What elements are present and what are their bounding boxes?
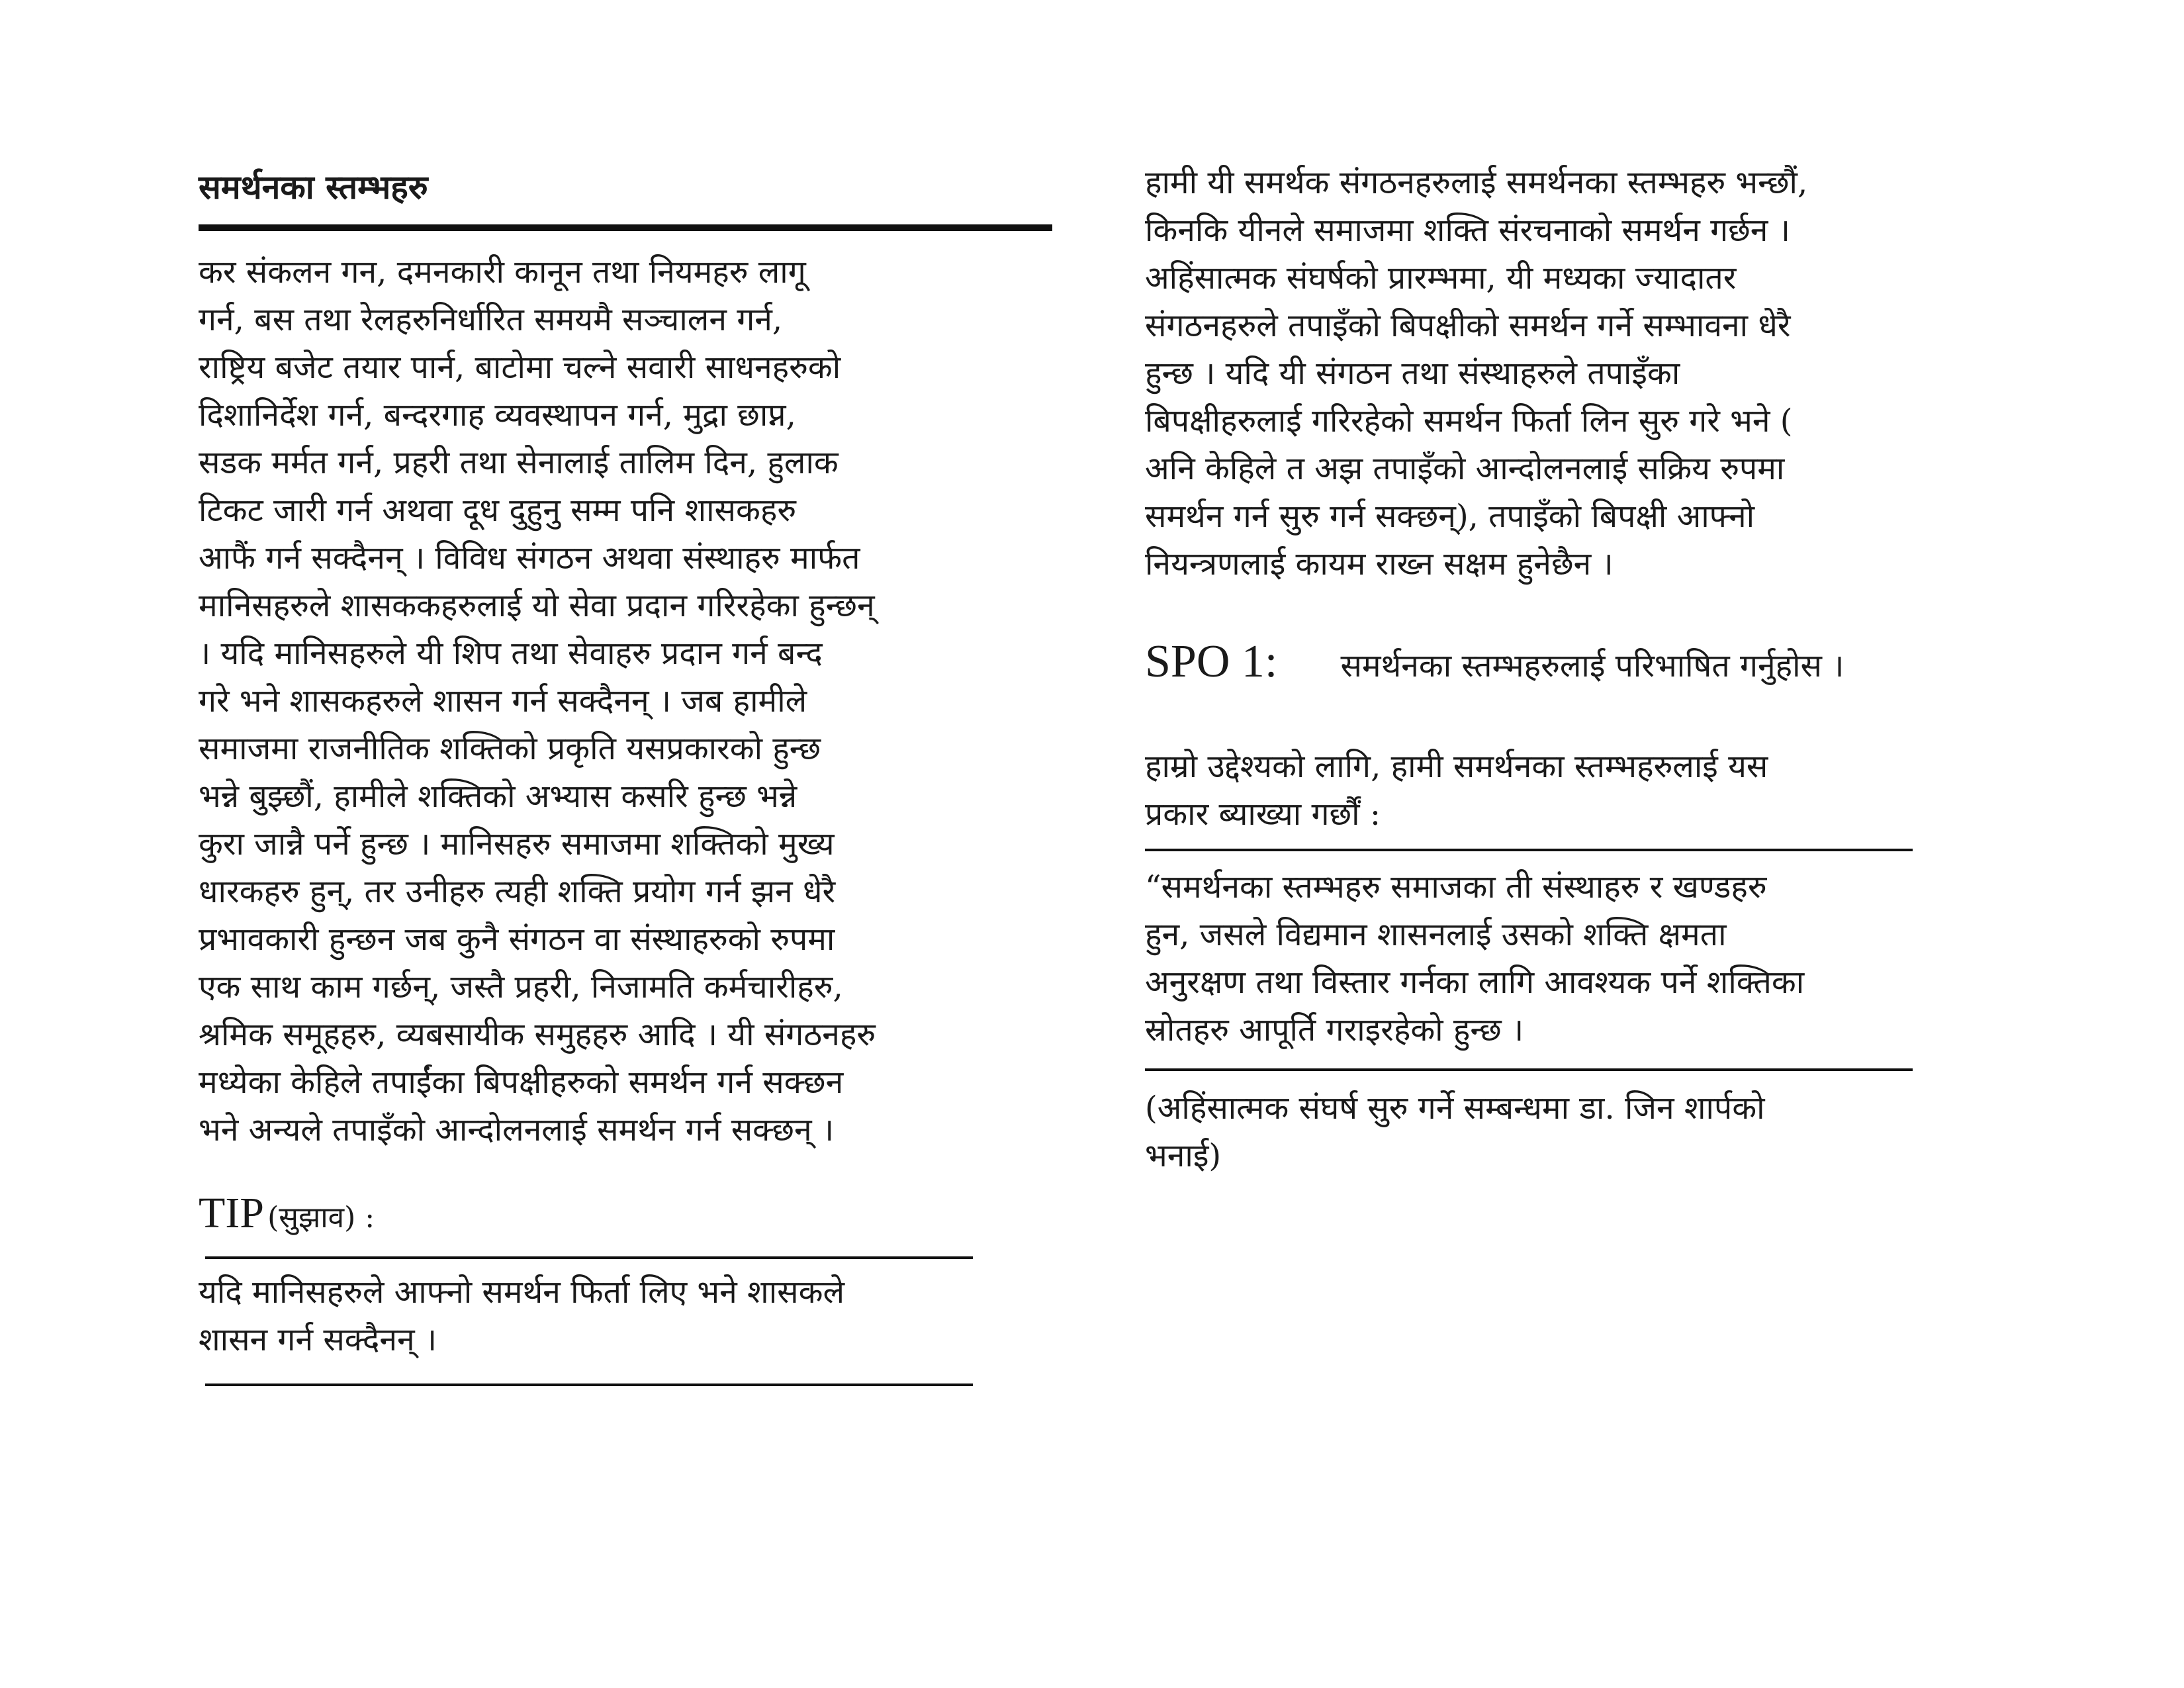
- right-paragraph: हामी यी समर्थक संगठनहरुलाई समर्थनका स्तम्भहरु भन्छौं, किनकि यीनले समाजमा शक्ति संरचनाको समर्थन गर्छन । अहिंसात्मक संघर्षको प्रारम्भमा, यी मध्यका ज्यादातर संगठनहरुले तपाइँको बिपक्षीको समर्थन गर्ने सम्भावना धेरै हुन्छ । यदि यी संगठन तथा संस्थाहरुले तपाइँका बिपक्षीहरुलाई गरिरहेको समर्थन फिर्ता लिन सुरु गरे भने ( अनि केहिले त अझ तपाइँको आन्दोलनलाई सक्रिय रुपमा समर्थन गर्न सुरु गर्न सक्छन्), तपाइँको बिपक्षी आफ्नो नियन्त्रणलाई कायम राख्न सक्षम हुनेछैन ।: [1145, 164, 1808, 583]
- tip-sublabel: (सुझाव) :: [267, 1201, 375, 1235]
- right-column: [1145, 159, 2005, 1180]
- section-heading: समर्थनका स्तम्भहरु: [199, 165, 1052, 231]
- definition-intro: हाम्रो उद्देश्यको लागि, हामी समर्थनका स्तम्भहरुलाई यस प्रकार ब्याख्या गर्छौं :: [1145, 748, 1768, 833]
- main-paragraph: कर संकलन गन, दमनकारी कानून तथा नियमहरु लागू गर्न, बस तथा रेलहरुनिर्धारित समयमै सञ्चालन गर्न, राष्ट्रिय बजेट तयार पार्न, बाटोमा चल्ने सवारी साधनहरुको दिशानिर्देश गर्न, बन्दरगाह व्यवस्थापन गर्न, मुद्रा छाप्न, सडक मर्मत गर्न, प्रहरी तथा सेनालाई तालिम दिन, हुलाक टिकट जारी गर्न अथवा दूध दुहुनु सम्म पनि शासकहरु आफैं गर्न सक्दैनन् । विविध संगठन अथवा संस्थाहरु मार्फत मानिसहरुले शासककहरुलाई यो सेवा प्रदान गरिरहेका हुन्छन् । यदि मानिसहरुले यी शिप तथा सेवाहरु प्रदान गर्न बन्द गरे भने शासकहरुले शासन गर्न सक्दैनन् । जब हामीले समाजमा राजनीतिक शक्तिको प्रकृति यसप्रकारको हुन्छ भन्ने बुझ्छौं, हामीले शक्तिको अभ्यास कसरि हुन्छ भन्ने कुरा जान्नै पर्ने हुन्छ । मानिसहरु समाजमा शक्तिको मुख्य धारकहरु हुन्, तर उनीहरु त्यही शक्ति प्रयोग गर्न झन धेरै प्रभावकारी हुन्छन जब कुनै संगठन वा संस्थाहरुको रुपमा एक साथ काम गर्छन्, जस्तै प्रहरी, निजामति कर्मचारीहरु, श्रमिक समूहहरु, व्यबसायीक समुहहरु आदि । यी संगठनहरु मध्येका केहिले तपाईंका बिपक्षीहरुको समर्थन गर्न सक्छन भने अन्यले तपाइँको आन्दोलनलाई समर्थन गर्न सक्छन् ।: [199, 254, 876, 1149]
- definition-rule-top: [1145, 849, 1913, 851]
- tip-rule-top: [205, 1256, 973, 1259]
- spo-objective: [1145, 634, 2005, 690]
- tip-text: यदि मानिसहरुले आफ्नो समर्थन फिर्ता लिए भने शासकले शासन गर्न सक्दैनन् ।: [199, 1274, 844, 1359]
- tip-rule-bottom: [205, 1383, 973, 1386]
- definition-rule-bottom: [1145, 1068, 1913, 1071]
- left-column: [199, 165, 1052, 1386]
- tip-title: [199, 1187, 1052, 1239]
- spo-text: समर्थनका स्तम्भहरुलाई परिभाषित गर्नुहोस ।: [1340, 647, 1844, 684]
- citation: (अहिंसात्मक संघर्ष सुरु गर्ने सम्बन्धमा डा. जिन शार्पको भनाई): [1145, 1090, 1765, 1174]
- tip-label: TIP: [199, 1189, 264, 1237]
- definition-quote: “समर्थनका स्तम्भहरु समाजका ती संस्थाहरु र खण्डहरु हुन, जसले विद्यमान शासनलाई उसको शक्ति क्षमता अनुरक्षण तथा विस्तार गर्नका लागि आवश्यक पर्ने शक्तिका स्रोतहरु आपूर्ति गराइरहेको हुन्छ ।: [1145, 868, 1805, 1049]
- spo-label: SPO 1:: [1145, 636, 1278, 687]
